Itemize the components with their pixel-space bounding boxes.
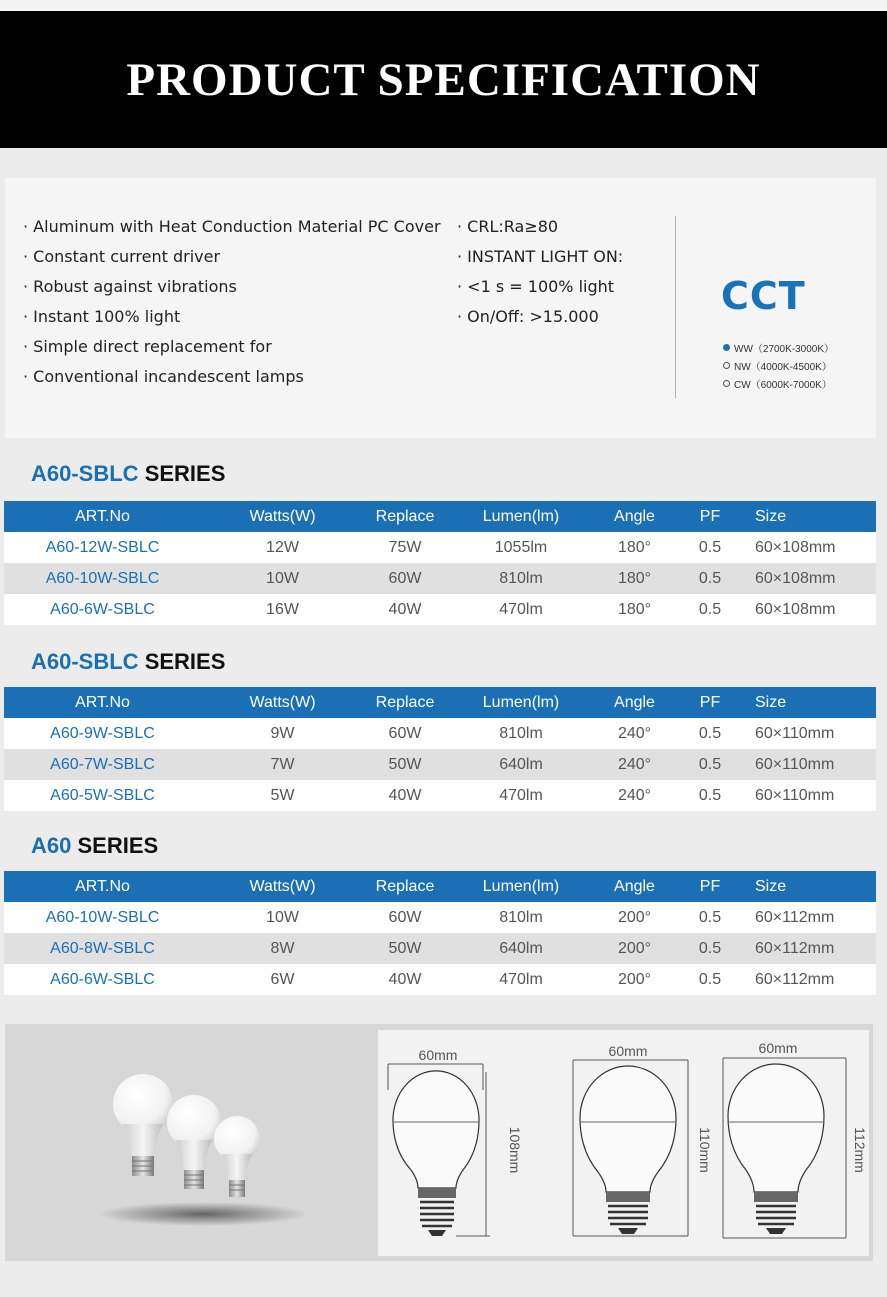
table-cell: 0.5 xyxy=(698,538,722,556)
table-cell: 0.5 xyxy=(698,908,722,926)
table-cell: 0.5 xyxy=(698,569,722,587)
column-header: ART.No xyxy=(75,877,130,895)
table-cell: 16W xyxy=(266,600,299,618)
art-no-cell: A60-9W-SBLC xyxy=(50,724,155,742)
table-cell: 200° xyxy=(617,908,652,926)
cct-option-cw xyxy=(723,374,834,392)
feature-item: · Simple direct replacement for xyxy=(23,337,272,356)
table-cell: 60×108mm xyxy=(755,569,836,587)
table-cell: 7W xyxy=(270,755,295,773)
table-cell: 640lm xyxy=(499,755,543,773)
cct-option-nw xyxy=(723,356,834,374)
divider xyxy=(675,216,676,398)
art-no-cell: A60-10W-SBLC xyxy=(45,569,160,587)
table-row xyxy=(4,718,876,749)
table-cell: 810lm xyxy=(499,908,543,926)
table-cell: 50W xyxy=(388,939,422,957)
column-header: Size xyxy=(755,693,787,711)
spec-table xyxy=(4,687,876,811)
feature-item: · Constant current driver xyxy=(23,247,221,266)
table-row xyxy=(4,964,876,995)
series-name: A60-SBLC xyxy=(31,461,139,486)
table-row xyxy=(4,594,876,625)
table-cell: 60×110mm xyxy=(755,786,835,804)
table-row xyxy=(4,749,876,780)
table-cell: 240° xyxy=(617,724,652,742)
art-no-cell: A60-5W-SBLC xyxy=(50,786,155,804)
table-cell: 1055lm xyxy=(494,538,548,556)
series-title xyxy=(31,649,225,675)
cct-option-label: WW（2700K-3000K） xyxy=(734,343,835,355)
cct-option-label: CW（6000K-7000K） xyxy=(734,379,832,391)
column-header: Watts(W) xyxy=(249,507,316,525)
series-suffix: SERIES xyxy=(71,833,159,858)
table-cell: 200° xyxy=(617,970,652,988)
table-cell: 5W xyxy=(270,786,295,804)
dimension-drawings xyxy=(378,1030,869,1256)
art-no-cell: A60-8W-SBLC xyxy=(50,939,155,957)
table-cell: 60×108mm xyxy=(755,600,836,618)
column-header: Replace xyxy=(375,877,435,895)
column-header: Replace xyxy=(375,693,435,711)
table-header xyxy=(4,501,876,532)
page-title: PRODUCT SPECIFICATION xyxy=(126,53,761,106)
series-name: A60-SBLC xyxy=(31,649,139,674)
art-no-cell: A60-10W-SBLC xyxy=(45,908,160,926)
table-cell: 180° xyxy=(617,600,652,618)
table-cell: 0.5 xyxy=(698,786,722,804)
product-images-panel xyxy=(5,1024,873,1261)
bulb-outline-3 xyxy=(723,1058,846,1238)
dimension-width-label-1: 60mm xyxy=(418,1047,458,1063)
table-cell: 40W xyxy=(388,970,422,988)
column-header: PF xyxy=(699,877,721,895)
table-cell: 180° xyxy=(617,569,652,587)
features-panel xyxy=(5,178,876,438)
column-header: Lumen(lm) xyxy=(482,507,560,525)
radio-filled-icon xyxy=(723,344,730,351)
table-cell: 240° xyxy=(617,786,652,804)
bulb-outline-1 xyxy=(388,1064,490,1236)
column-header: PF xyxy=(699,693,721,711)
radio-empty-icon xyxy=(723,362,730,369)
table-cell: 75W xyxy=(388,538,422,556)
table-cell: 40W xyxy=(388,600,422,618)
features-left-list xyxy=(23,216,441,396)
column-header: Angle xyxy=(614,693,655,711)
column-header: ART.No xyxy=(75,693,130,711)
table-row xyxy=(4,532,876,563)
table-cell: 60×108mm xyxy=(755,538,836,556)
feature-item: · Instant 100% light xyxy=(23,307,181,326)
table-cell: 0.5 xyxy=(698,939,722,957)
column-header: PF xyxy=(699,507,721,525)
table-cell: 6W xyxy=(270,970,295,988)
table-cell: 200° xyxy=(617,939,652,957)
bottom-strip xyxy=(0,1261,887,1297)
column-header: Watts(W) xyxy=(249,693,316,711)
cct-options xyxy=(723,338,834,392)
column-header: Replace xyxy=(375,507,435,525)
art-no-cell: A60-12W-SBLC xyxy=(45,538,160,556)
dimension-height-label-1: 108mm xyxy=(507,1126,523,1174)
table-cell: 470lm xyxy=(499,600,543,618)
art-no-cell: A60-7W-SBLC xyxy=(50,755,155,773)
feature-item: · CRL:Ra≥80 xyxy=(457,217,559,236)
table-cell: 470lm xyxy=(499,970,543,988)
table-cell: 12W xyxy=(266,538,299,556)
table-cell: 0.5 xyxy=(698,755,722,773)
table-cell: 0.5 xyxy=(698,970,722,988)
column-header: Angle xyxy=(614,877,655,895)
table-cell: 50W xyxy=(388,755,422,773)
table-row xyxy=(4,563,876,594)
column-header: Watts(W) xyxy=(249,877,316,895)
table-cell: 40W xyxy=(388,786,422,804)
table-cell: 810lm xyxy=(499,724,543,742)
table-header xyxy=(4,871,876,902)
cct-title: CCT xyxy=(721,274,806,318)
dimension-height-label-2: 110mm xyxy=(697,1127,713,1173)
bulb-outline-2 xyxy=(573,1060,688,1236)
spec-table xyxy=(4,501,876,625)
table-cell: 240° xyxy=(617,755,652,773)
table-cell: 9W xyxy=(270,724,295,742)
series-title xyxy=(31,833,158,859)
dimension-width-label-3: 60mm xyxy=(758,1040,798,1056)
series-suffix: SERIES xyxy=(138,461,226,486)
top-strip xyxy=(0,0,887,11)
cct-option-label: NW（4000K-4500K） xyxy=(734,361,832,373)
column-header: ART.No xyxy=(75,507,130,525)
column-header: Lumen(lm) xyxy=(482,693,560,711)
table-cell: 470lm xyxy=(499,786,543,804)
feature-item: · Robust against vibrations xyxy=(23,277,237,296)
table-cell: 8W xyxy=(270,939,295,957)
series-suffix: SERIES xyxy=(138,649,226,674)
table-cell: 180° xyxy=(617,538,652,556)
table-cell: 10W xyxy=(266,908,299,926)
feature-item: · On/Off: >15.000 xyxy=(457,307,599,326)
table-cell: 60×110mm xyxy=(755,755,835,773)
table-cell: 60W xyxy=(388,908,422,926)
table-cell: 60×112mm xyxy=(755,970,835,988)
feature-item: · Conventional incandescent lamps xyxy=(23,367,304,386)
spec-table xyxy=(4,871,876,995)
table-cell: 60×110mm xyxy=(755,724,835,742)
table-cell: 0.5 xyxy=(698,724,722,742)
table-row xyxy=(4,933,876,964)
series-name: A60 xyxy=(31,833,72,858)
feature-item: · Aluminum with Heat Conduction Material PC Cover xyxy=(23,217,441,236)
table-cell: 10W xyxy=(266,569,299,587)
dimension-height-label-3: 112mm xyxy=(852,1127,868,1173)
column-header: Size xyxy=(755,877,787,895)
dimension-width-label-2: 60mm xyxy=(608,1043,648,1059)
table-cell: 60W xyxy=(388,569,422,587)
table-cell: 810lm xyxy=(499,569,543,587)
table-cell: 0.5 xyxy=(698,600,722,618)
features-right-list xyxy=(457,216,623,336)
column-header: Lumen(lm) xyxy=(482,877,560,895)
table-row xyxy=(4,780,876,811)
column-header: Angle xyxy=(614,507,655,525)
bulbs-photo xyxy=(93,1064,313,1254)
table-cell: 60×112mm xyxy=(755,908,835,926)
feature-item: · INSTANT LIGHT ON: xyxy=(457,247,624,266)
art-no-cell: A60-6W-SBLC xyxy=(50,970,155,988)
feature-item: · <1 s = 100% light xyxy=(457,277,615,296)
cct-option-ww xyxy=(723,338,834,356)
table-cell: 60W xyxy=(388,724,422,742)
table-header xyxy=(4,687,876,718)
column-header: Size xyxy=(755,507,787,525)
series-title xyxy=(31,461,225,487)
table-cell: 60×112mm xyxy=(755,939,835,957)
art-no-cell: A60-6W-SBLC xyxy=(50,600,155,618)
table-row xyxy=(4,902,876,933)
table-cell: 640lm xyxy=(499,939,543,957)
dimension-svg xyxy=(378,1030,869,1256)
radio-empty-icon xyxy=(723,380,730,387)
title-banner xyxy=(0,11,887,148)
